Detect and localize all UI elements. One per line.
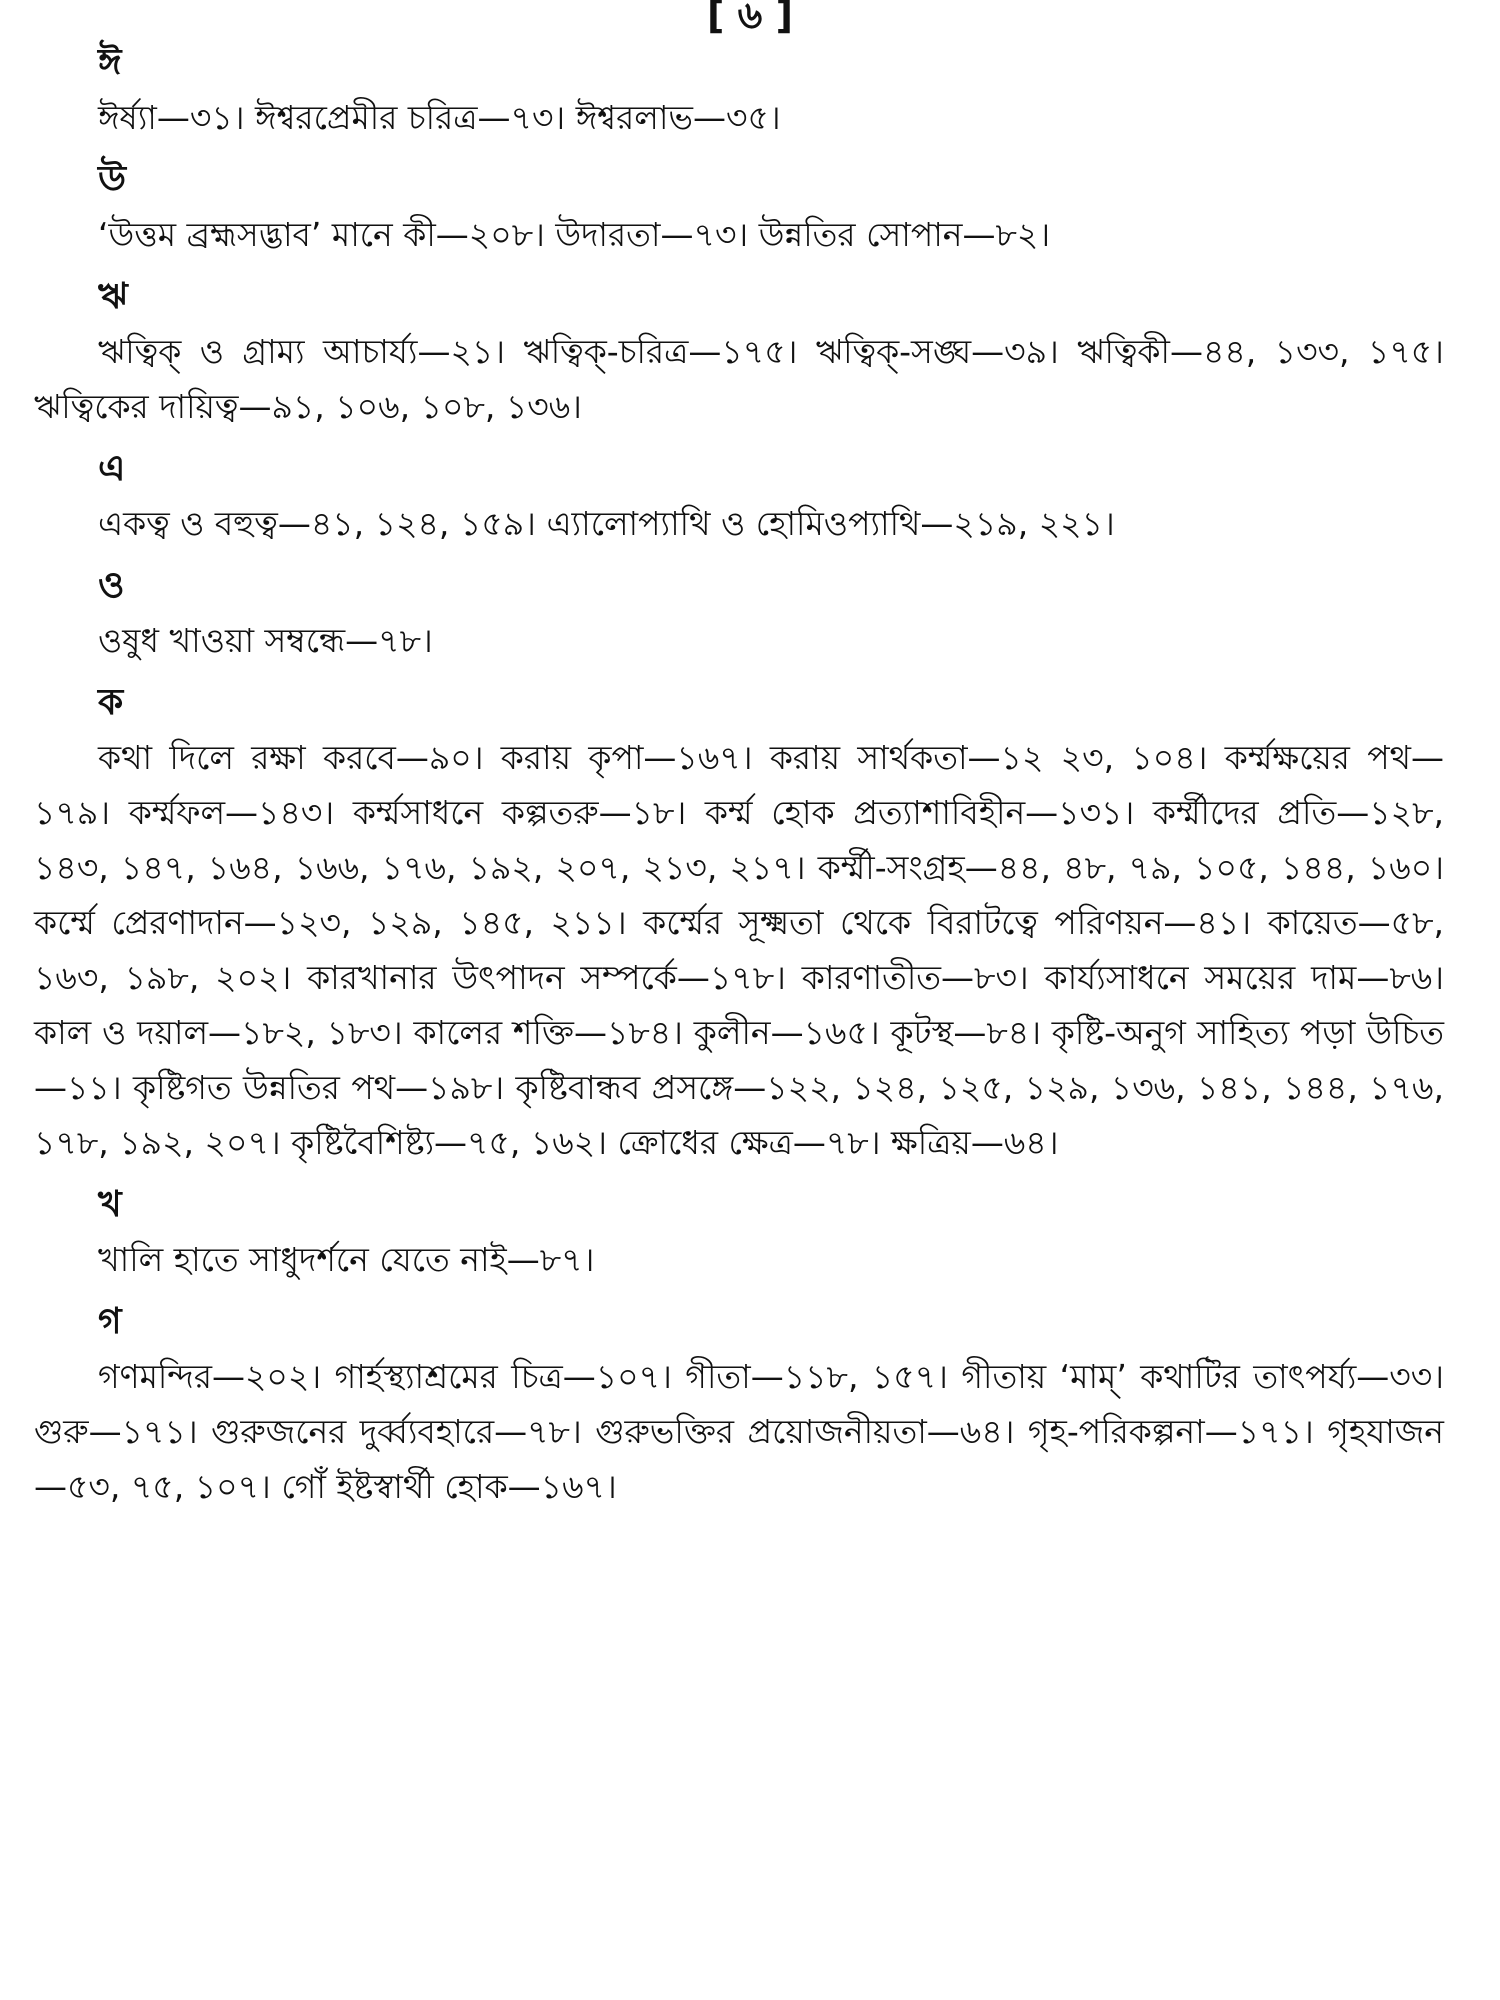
- index-content: [34, 28, 1444, 1514]
- section-letter-u: উ: [98, 159, 127, 200]
- section-entries-o: ওষুধ খাওয়া সম্বন্ধে—৭৮।: [98, 621, 433, 660]
- section-entries-ii: ঈর্ষ্যা—৩১। ঈশ্বরপ্রেমীর চরিত্র—৭৩। ঈশ্বরলাভ—৩৫।: [98, 98, 781, 137]
- section-entries-kha: খালি হাতে সাধুদর্শনে যেতে নাই—৮৭।: [98, 1240, 595, 1279]
- section-letter-ii: ঈ: [98, 42, 122, 83]
- section-entries-ka: কথা দিলে রক্ষা করবে—৯০। করায় কৃপা—১৬৭। করায় সার্থকতা—১২ ২৩, ১০৪। কর্ম্মক্ষয়ের পথ—১৭৯। কর্ম্মফল—১৪৩। কর্ম্মসাধনে কল্পতরু—১৮। কর্ম্ম হোক প্রত্যাশাবিহীন—১৩১। কর্ম্মীদের প্রতি—১২৮, ১৪৩, ১৪৭, ১৬৪, ১৬৬, ১৭৬, ১৯২, ২০৭, ২১৩, ২১৭। কর্ম্মী-সংগ্রহ—৪৪, ৪৮, ৭৯, ১০৫, ১৪৪, ১৬০। কর্ম্মে প্রেরণাদান—১২৩, ১২৯, ১৪৫, ২১১। কর্ম্মের সূক্ষ্মতা থেকে বিরাটত্বে পরিণয়ন—৪১। কায়েত—৫৮, ১৬৩, ১৯৮, ২০২। কারখানার উৎপাদন সম্পর্কে—১৭৮। কারণাতীত—৮৩। কার্য্যসাধনে সময়ের দাম—৮৬। কাল ও দয়াল—১৮২, ১৮৩। কালের শক্তি—১৮৪। কুলীন—১৬৫। কূটস্থ—৮৪। কৃষ্টি-অনুগ সাহিত্য পড়া উচিত—১১। কৃষ্টিগত উন্নতির পথ—১৯৮। কৃষ্টিবান্ধব প্রসঙ্গে—১২২, ১২৪, ১২৫, ১২৯, ১৩৬, ১৪১, ১৪৪, ১৭৬, ১৭৮, ১৯২, ২০৭। কৃষ্টিবৈশিষ্ট্য—৭৫, ১৬২। ক্রোধের ক্ষেত্র—৭৮। ক্ষত্রিয়—৬৪।: [34, 738, 1444, 1162]
- page-number: [ ৬ ]: [707, 0, 793, 37]
- section-letter-kha: খ: [98, 1184, 122, 1225]
- section-letter-ka: ক: [98, 682, 124, 723]
- section-entries-e: একত্ব ও বহুত্ব—৪১, ১২৪, ১৫৯। এ্যালোপ্যাথি ও হোমিওপ্যাথি—২১৯, ২২১।: [98, 504, 1115, 543]
- section-entries-ga: গণমন্দির—২০২। গার্হস্থ্যাশ্রমের চিত্র—১০৭। গীতা—১১৮, ১৫৭। গীতায় ‘মাম্’ কথাটির তাৎপর্য্য—৩৩। গুরু—১৭১। গুরুজনের দুর্ব্ব্যবহারে—৭৮। গুরুভক্তির প্রয়োজনীয়তা—৬৪। গৃহ-পরিকল্পনা—১৭১। গৃহযাজন—৫৩, ৭৫, ১০৭। গোঁ ইষ্টস্বার্থী হোক—১৬৭।: [34, 1357, 1444, 1506]
- section-letter-o: ও: [98, 565, 125, 606]
- section-letter-ri: ঋ: [98, 276, 128, 317]
- section-letter-ga: গ: [98, 1301, 122, 1342]
- section-letter-e: এ: [98, 448, 126, 489]
- section-entries-u: ‘উত্তম ব্রহ্মসদ্ভাব’ মানে কী—২০৮। উদারতা—৭৩। উন্নতির সোপান—৮২।: [98, 215, 1051, 254]
- section-entries-ri: ঋত্বিক্ ও গ্রাম্য আচার্য্য—২১। ঋত্বিক্-চরিত্র—১৭৫। ঋত্বিক্-সঙ্ঘ—৩৯। ঋত্বিকী—৪৪, ১৩৩, ১৭৫। ঋত্বিকের দায়িত্ব—৯১, ১০৬, ১০৮, ১৩৬।: [34, 332, 1444, 426]
